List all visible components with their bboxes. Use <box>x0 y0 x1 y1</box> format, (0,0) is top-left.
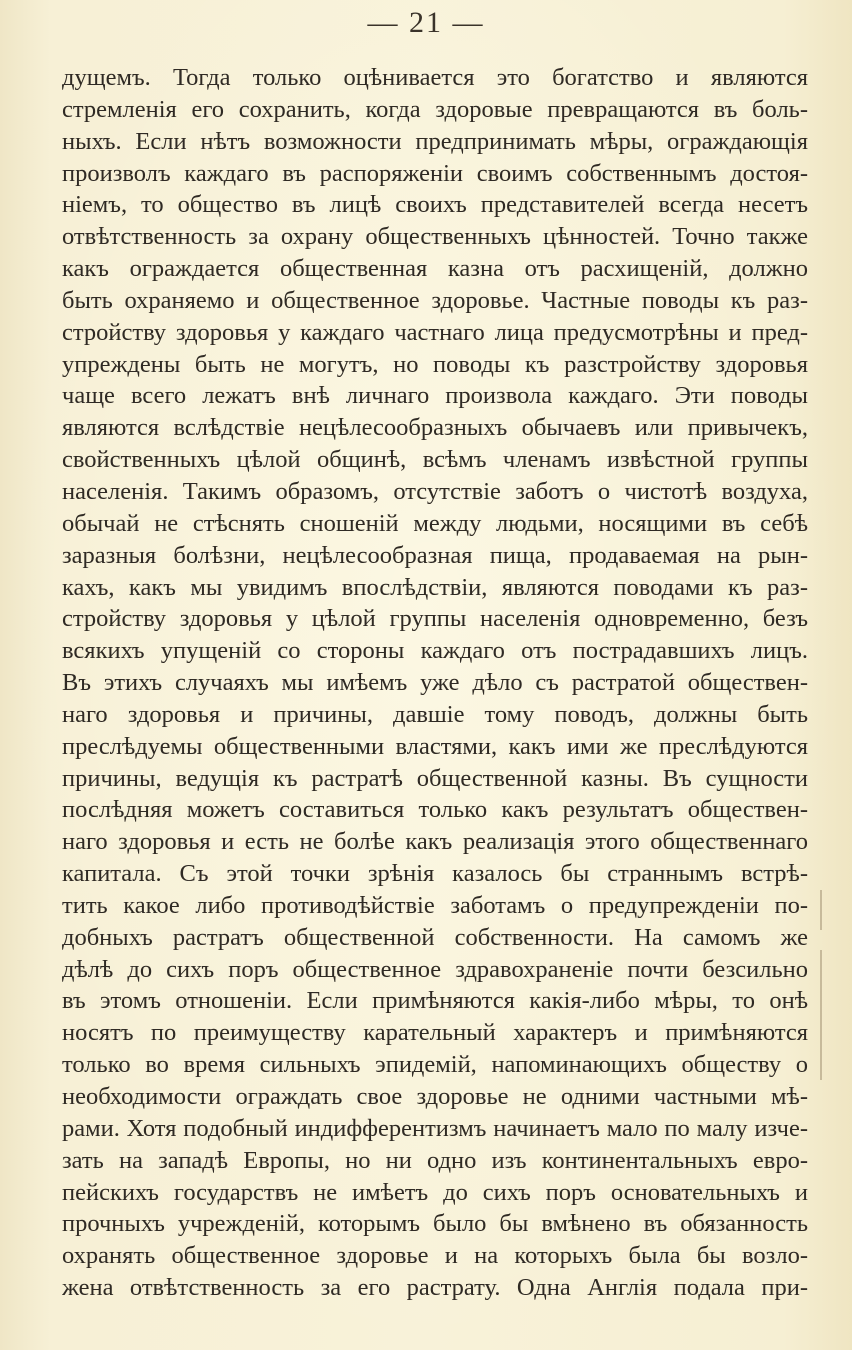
text-line: дѣлѣ до сихъ поръ общественное здравохраненіе почти безсильно <box>62 955 808 983</box>
body-text <box>62 62 808 1304</box>
text-line: заразныя болѣзни, нецѣлесообразная пища, продаваемая на рын- <box>62 541 808 569</box>
text-line: носятъ по преимуществу карательный характеръ и примѣняются <box>62 1019 808 1047</box>
text-line: произволъ каждаго въ распоряженіи своимъ собственнымъ достоя- <box>62 159 808 187</box>
text-line: быть охраняемо и общественное здоровье. Частные поводы къ раз- <box>62 286 808 314</box>
text-line: стройству здоровья у каждаго частнаго лица предусмотрѣны и пред- <box>62 318 808 346</box>
text-line: прочныхъ учрежденій, которымъ было бы вмѣнено въ обязанность <box>62 1210 808 1238</box>
text-line: капитала. Съ этой точки зрѣнія казалось бы страннымъ встрѣ- <box>62 860 808 888</box>
text-line: упреждены быть не могутъ, но поводы къ разстройству здоровья <box>62 350 808 378</box>
text-line: кахъ, какъ мы увидимъ впослѣдствіи, являются поводами къ раз- <box>62 573 808 601</box>
text-line: рами. Хотя подобный индифферентизмъ начинаетъ мало по малу изче- <box>62 1114 808 1142</box>
text-line: стремленія его сохранить, когда здоровые превращаются въ боль- <box>62 95 808 123</box>
text-line: дущемъ. Тогда только оцѣнивается это богатство и являются <box>62 64 808 91</box>
page-edge-mark <box>820 950 822 1080</box>
text-line: охранять общественное здоровье и на которыхъ была бы возло- <box>62 1242 808 1270</box>
text-line: добныхъ растратъ общественной собственности. На самомъ же <box>62 923 808 951</box>
text-line: Въ этихъ случаяхъ мы имѣемъ уже дѣло съ растратой обществен- <box>62 669 808 697</box>
text-line: являются вслѣдствіе нецѣлесообразныхъ обычаевъ или привычекъ, <box>62 414 808 442</box>
text-line: свойственныхъ цѣлой общинѣ, всѣмъ членамъ извѣстной группы <box>62 446 808 474</box>
text-line: обычай не стѣснять сношеній между людьми, носящими въ себѣ <box>62 509 808 537</box>
text-line: причины, ведущія къ растратѣ общественной казны. Въ сущности <box>62 764 808 792</box>
text-line: послѣдняя можетъ составиться только какъ результатъ обществен- <box>62 796 808 824</box>
text-line: ныхъ. Если нѣтъ возможности предпринимать мѣры, ограждающія <box>62 127 808 155</box>
text-line: зать на западѣ Европы, но ни одно изъ континентальныхъ евро- <box>62 1146 808 1174</box>
text-line: отвѣтственность за охрану общественныхъ цѣнностей. Точно также <box>62 223 808 251</box>
text-line: необходимости ограждать свое здоровье не одними частными мѣ- <box>62 1083 808 1110</box>
text-line: пейскихъ государствъ не имѣетъ до сихъ поръ основательныхъ и <box>62 1178 808 1206</box>
text-line: населенія. Такимъ образомъ, отсутствіе заботъ о чистотѣ воздуха, <box>62 477 808 505</box>
text-line: стройству здоровья у цѣлой группы населенія одновременно, безъ <box>62 605 808 633</box>
text-line: чаще всего лежатъ внѣ личнаго произвола каждаго. Эти поводы <box>62 382 808 410</box>
text-line: наго здоровья и есть не болѣе какъ реализація этого общественнаго <box>62 828 808 856</box>
text-line: всякихъ упущеній со стороны каждаго отъ пострадавшихъ лицъ. <box>62 637 808 665</box>
text-line: ніемъ, то общество въ лицѣ своихъ представителей всегда несетъ <box>62 191 808 219</box>
text-line: жена отвѣтственность за его растрату. Одна Англія подала при- <box>62 1274 808 1302</box>
text-line: только во время сильныхъ эпидемій, напоминающихъ обществу о <box>62 1051 808 1079</box>
text-line: преслѣдуемы общественными властями, какъ ими же преслѣдуются <box>62 732 808 760</box>
page-number: — 21 — <box>367 6 485 39</box>
text-line: тить какое либо противодѣйствіе заботамъ о предупрежденіи по- <box>62 891 808 919</box>
text-line: наго здоровья и причины, давшіе тому поводъ, должны быть <box>62 700 808 728</box>
text-line: какъ ограждается общественная казна отъ расхищеній, должно <box>62 255 808 283</box>
text-line: въ этомъ отношеніи. Если примѣняются какія-либо мѣры, то онѣ <box>62 987 808 1015</box>
page-edge-mark <box>820 890 822 930</box>
